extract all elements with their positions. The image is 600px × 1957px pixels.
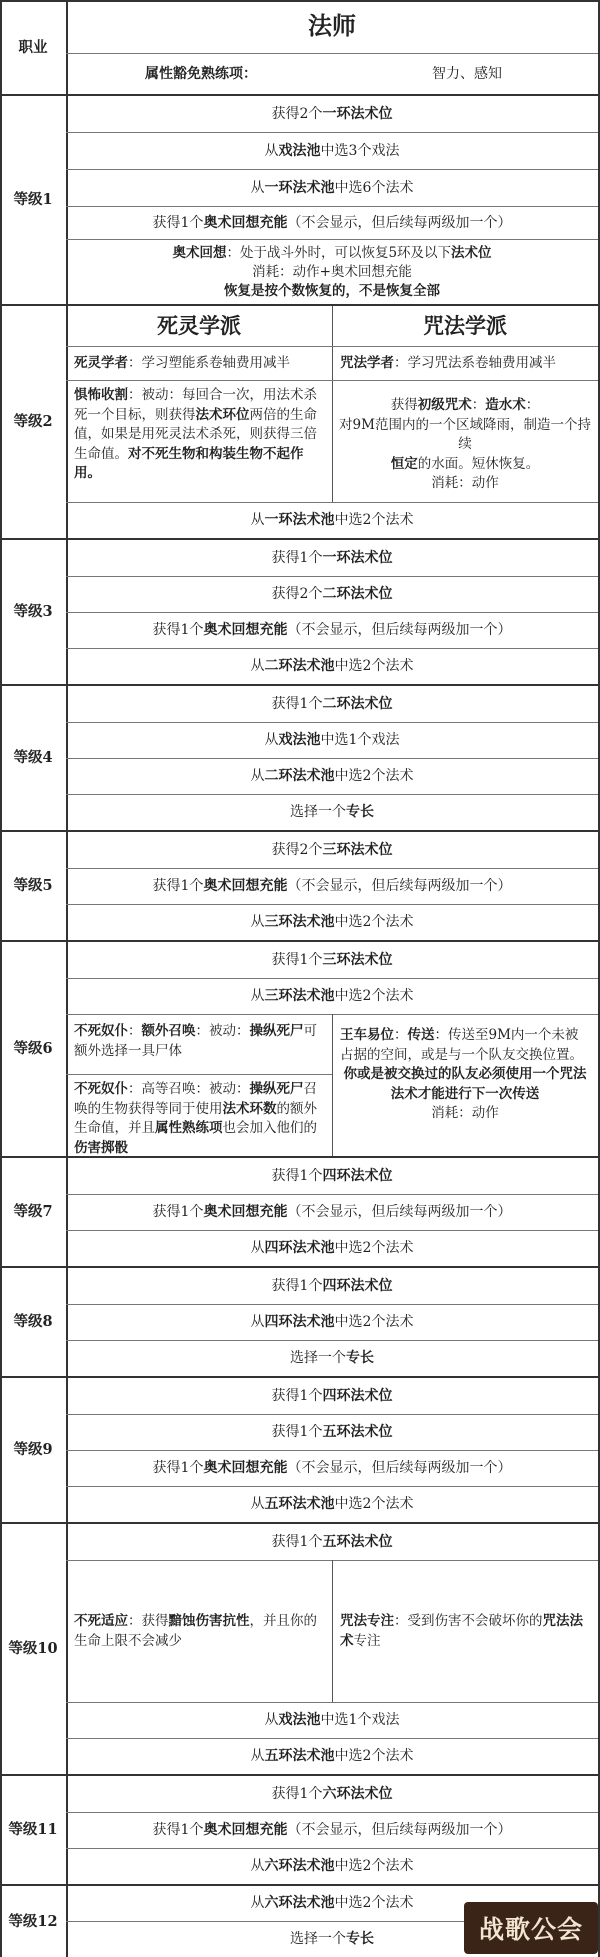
- level1-row1: 获得2个一环法术位: [271, 105, 393, 122]
- level3-row1: 获得1个一环法术位: [271, 549, 393, 566]
- level-label: 等级11: [8, 1821, 58, 1839]
- attribute-label: 属性豁免熟练项：: [145, 65, 257, 82]
- class-name: 法师: [308, 11, 356, 41]
- level-label: 等级3: [13, 603, 53, 621]
- level9-row3: 获得1个奥术回想充能（不会显示，但后续每两级加一个）: [152, 1460, 512, 1477]
- level8-row2: 从四环法术池中选2个法术: [250, 1314, 414, 1331]
- level11-row3: 从六环法术池中选2个法术: [250, 1858, 414, 1875]
- level3-row4: 从二环法术池中选2个法术: [250, 658, 414, 675]
- level-label: 等级6: [13, 1040, 53, 1058]
- level7-row1: 获得1个四环法术位: [271, 1167, 393, 1184]
- necro-grim-harvest: 惧怖收割：被动：每回合一次，用法术杀死一个目标，则获得法术环位两倍的生命值，如果是用死灵法术杀死，则获得三倍生命值。对不死生物和构装生物不起作用。: [74, 387, 317, 482]
- level9-row4: 从五环法术池中选2个法术: [250, 1496, 414, 1513]
- row-line: [66, 1074, 332, 1075]
- level5-row1: 获得2个三环法术位: [271, 841, 393, 858]
- level3-row2: 获得2个二环法术位: [271, 586, 393, 603]
- level10-row1: 获得1个五环法术位: [271, 1533, 393, 1550]
- level3-row3: 获得1个奥术回想充能（不会显示，但后续每两级加一个）: [152, 622, 512, 639]
- conjuration-focused-conjuration: 咒法专注：受到伤害不会破坏你的咒法法术专注: [340, 1612, 583, 1649]
- level5-row2: 获得1个奥术回想充能（不会显示，但后续每两级加一个）: [152, 878, 512, 895]
- necro-scholar: 死灵学者：学习塑能系卷轴费用减半: [74, 355, 290, 372]
- level7-row2: 获得1个奥术回想充能（不会显示，但后续每两级加一个）: [152, 1204, 512, 1221]
- level1-row2: 从戏法池中选3个戏法: [264, 142, 400, 159]
- guild-watermark-logo: 战歌公会: [464, 1902, 598, 1954]
- level11-row2: 获得1个奥术回想充能（不会显示，但后续每两级加一个）: [152, 1822, 512, 1839]
- level11-row1: 获得1个六环法术位: [271, 1785, 393, 1802]
- necro-undead-adaptation: 不死适应：获得黯蚀伤害抗性，并且你的生命上限不会减少: [74, 1612, 317, 1649]
- level1-row3: 从一环法术池中选6个法术: [250, 179, 414, 196]
- level-label: 等级4: [13, 749, 53, 767]
- level5-row3: 从三环法术池中选2个法术: [250, 914, 414, 931]
- level1-arcane-recovery: 奥术回想：处于战斗外时，可以恢复5环及以下法术位 消耗：动作+奥术回想充能 恢复是按个数恢复的，不是恢复全部: [172, 245, 492, 299]
- conjuration-scholar: 咒法学者：学习咒法系卷轴费用减半: [340, 355, 556, 372]
- level-label: 等级10: [8, 1640, 58, 1658]
- school-conjuration: 咒法学派: [423, 312, 507, 338]
- level-label: 等级12: [8, 1912, 58, 1930]
- level-label: 等级9: [13, 1441, 53, 1459]
- level9-row1: 获得1个四环法术位: [271, 1387, 393, 1404]
- class-label: 职业: [18, 38, 48, 56]
- level6-row2: 从三环法术池中选2个法术: [250, 988, 414, 1005]
- level12-row1: 从六环法术池中选2个法术: [250, 1895, 414, 1912]
- level1-row4: 获得1个奥术回想充能（不会显示，但后续每两级加一个）: [152, 214, 512, 231]
- level8-row1: 获得1个四环法术位: [271, 1277, 393, 1294]
- school-necromancy: 死灵学派: [157, 312, 241, 338]
- necro-undead-thralls-1: 不死奴仆：额外召唤：被动：操纵死尸可额外选择一具尸体: [74, 1023, 317, 1059]
- row-line: [66, 380, 598, 381]
- level10-row3: 从戏法池中选1个戏法: [264, 1712, 400, 1729]
- level-label: 等级2: [13, 413, 53, 431]
- level9-row2: 获得1个五环法术位: [271, 1424, 393, 1441]
- level-label: 等级7: [13, 1203, 53, 1221]
- conjuration-minor-conjuration: 获得初级咒术：造水术： 对9M范围内的一个区域降雨，制造一个持续 恒定的水面。短休恢复。 消耗：动作: [339, 397, 591, 492]
- level4-row4: 选择一个专长: [290, 804, 374, 821]
- level4-row3: 从二环法术池中选2个法术: [250, 768, 414, 785]
- level4-row2: 从戏法池中选1个戏法: [264, 732, 400, 749]
- level8-row3: 选择一个专长: [290, 1350, 374, 1367]
- conjuration-benign-transposition: 王车易位：传送：传送至9M内一个未被占据的空间，或是与一个队友交换位置。 你或是被交换过的队友必须使用一个咒法法术才能进行下一次传送 消耗：动作: [340, 1027, 587, 1122]
- attribute-value: 智力、感知: [432, 65, 502, 82]
- level6-row1: 获得1个三环法术位: [271, 951, 393, 968]
- level12-row2: 选择一个专长: [290, 1931, 374, 1948]
- level10-row4: 从五环法术池中选2个法术: [250, 1748, 414, 1765]
- level4-row1: 获得1个二环法术位: [271, 695, 393, 712]
- level-label: 等级8: [13, 1313, 53, 1331]
- level-label: 等级5: [13, 877, 53, 895]
- necro-undead-thralls-2: 不死奴仆：高等召唤：被动：操纵死尸召唤的生物获得等同于使用法术环数的额外生命值，并且属性熟练项也会加入他们的伤害掷骰: [74, 1081, 317, 1156]
- level-label: 等级1: [13, 191, 53, 209]
- level7-row3: 从四环法术池中选2个法术: [250, 1240, 414, 1257]
- level2-spells: 从一环法术池中选2个法术: [250, 512, 414, 529]
